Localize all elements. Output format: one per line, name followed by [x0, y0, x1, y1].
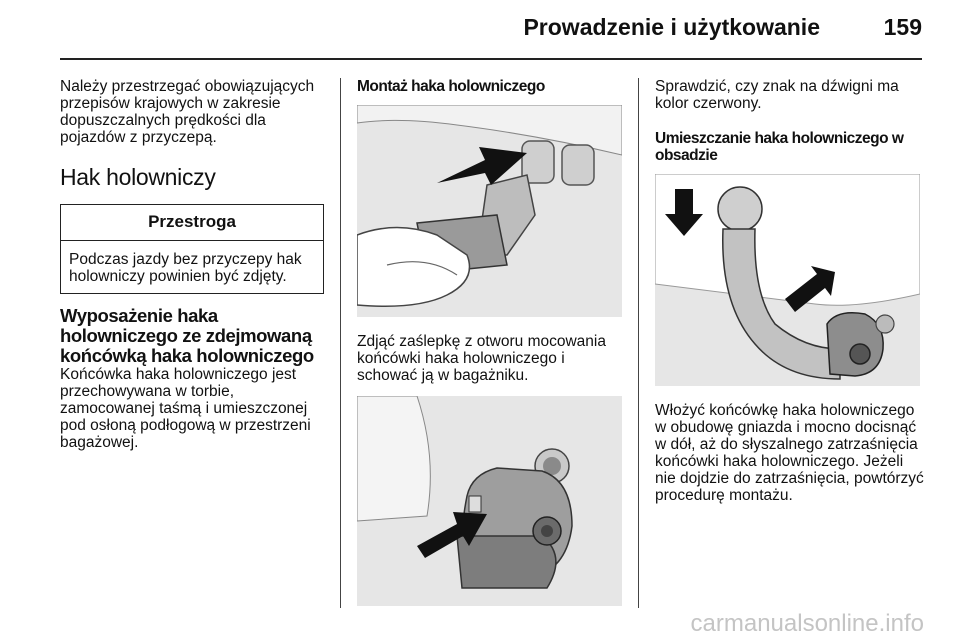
column-3	[655, 78, 925, 504]
caution-text: Podczas jazdy bez przyczepy hak holowniczy powinien być zdjęty.	[69, 251, 302, 285]
section-title: Hak holowniczy	[60, 164, 216, 190]
watermark: carmanualsonline.info	[690, 610, 924, 637]
hook-insertion-illustration	[655, 174, 920, 386]
subsection-title: Wyposażenie haka holowniczego ze zdejmowaną końcówką haka holowniczego	[60, 305, 314, 366]
mounting-heading: Montaż haka holowniczego	[357, 78, 545, 95]
speed-note-text: Należy przestrzegać obowiązujących przepisów krajowych w zakresie dopuszczalnych prędkości dla pojazdów z przyczepą.	[60, 78, 315, 146]
page-header-title: Prowadzenie i użytkowanie	[523, 14, 820, 40]
socket-illustration	[357, 396, 622, 606]
figure-mount-socket	[357, 396, 622, 606]
cap-removal-illustration	[357, 105, 622, 317]
column-2	[357, 78, 622, 606]
figure1-caption: Zdjąć zaślepkę z otworu mocowania końcówki haka holowniczego i schować ją w bagażniku.	[357, 333, 606, 384]
column-divider-1	[340, 78, 341, 608]
figure3-caption: Włożyć końcówkę haka holowniczego w obudowę gniazda i mocno docisnąć w dół, aż do słyszalnego zatrzaśnięcia końcówki haka holowniczego. Jeżeli nie dojdzie do zatrzaśnięcia, powtórzyć procedurę montażu.	[655, 402, 924, 504]
subsection-text: Końcówka haka holowniczego jest przechowywana w torbie, zamocowanej taśmą i umieszczonej pod osłoną podłogową w przestrzeni bagażowej.	[60, 366, 311, 451]
figure-remove-cap	[357, 105, 622, 317]
page-number: 159	[883, 14, 922, 40]
figure-insert-hook	[655, 174, 920, 386]
check-lever-text: Sprawdzić, czy znak na dźwigni ma kolor czerwony.	[655, 78, 899, 112]
insertion-heading: Umieszczanie haka holowniczego w obsadzie	[655, 130, 904, 164]
caution-heading: Przestroga	[61, 205, 323, 241]
caution-box	[60, 204, 324, 294]
column-1	[60, 78, 325, 451]
header-divider	[60, 58, 922, 60]
column-divider-2	[638, 78, 639, 608]
